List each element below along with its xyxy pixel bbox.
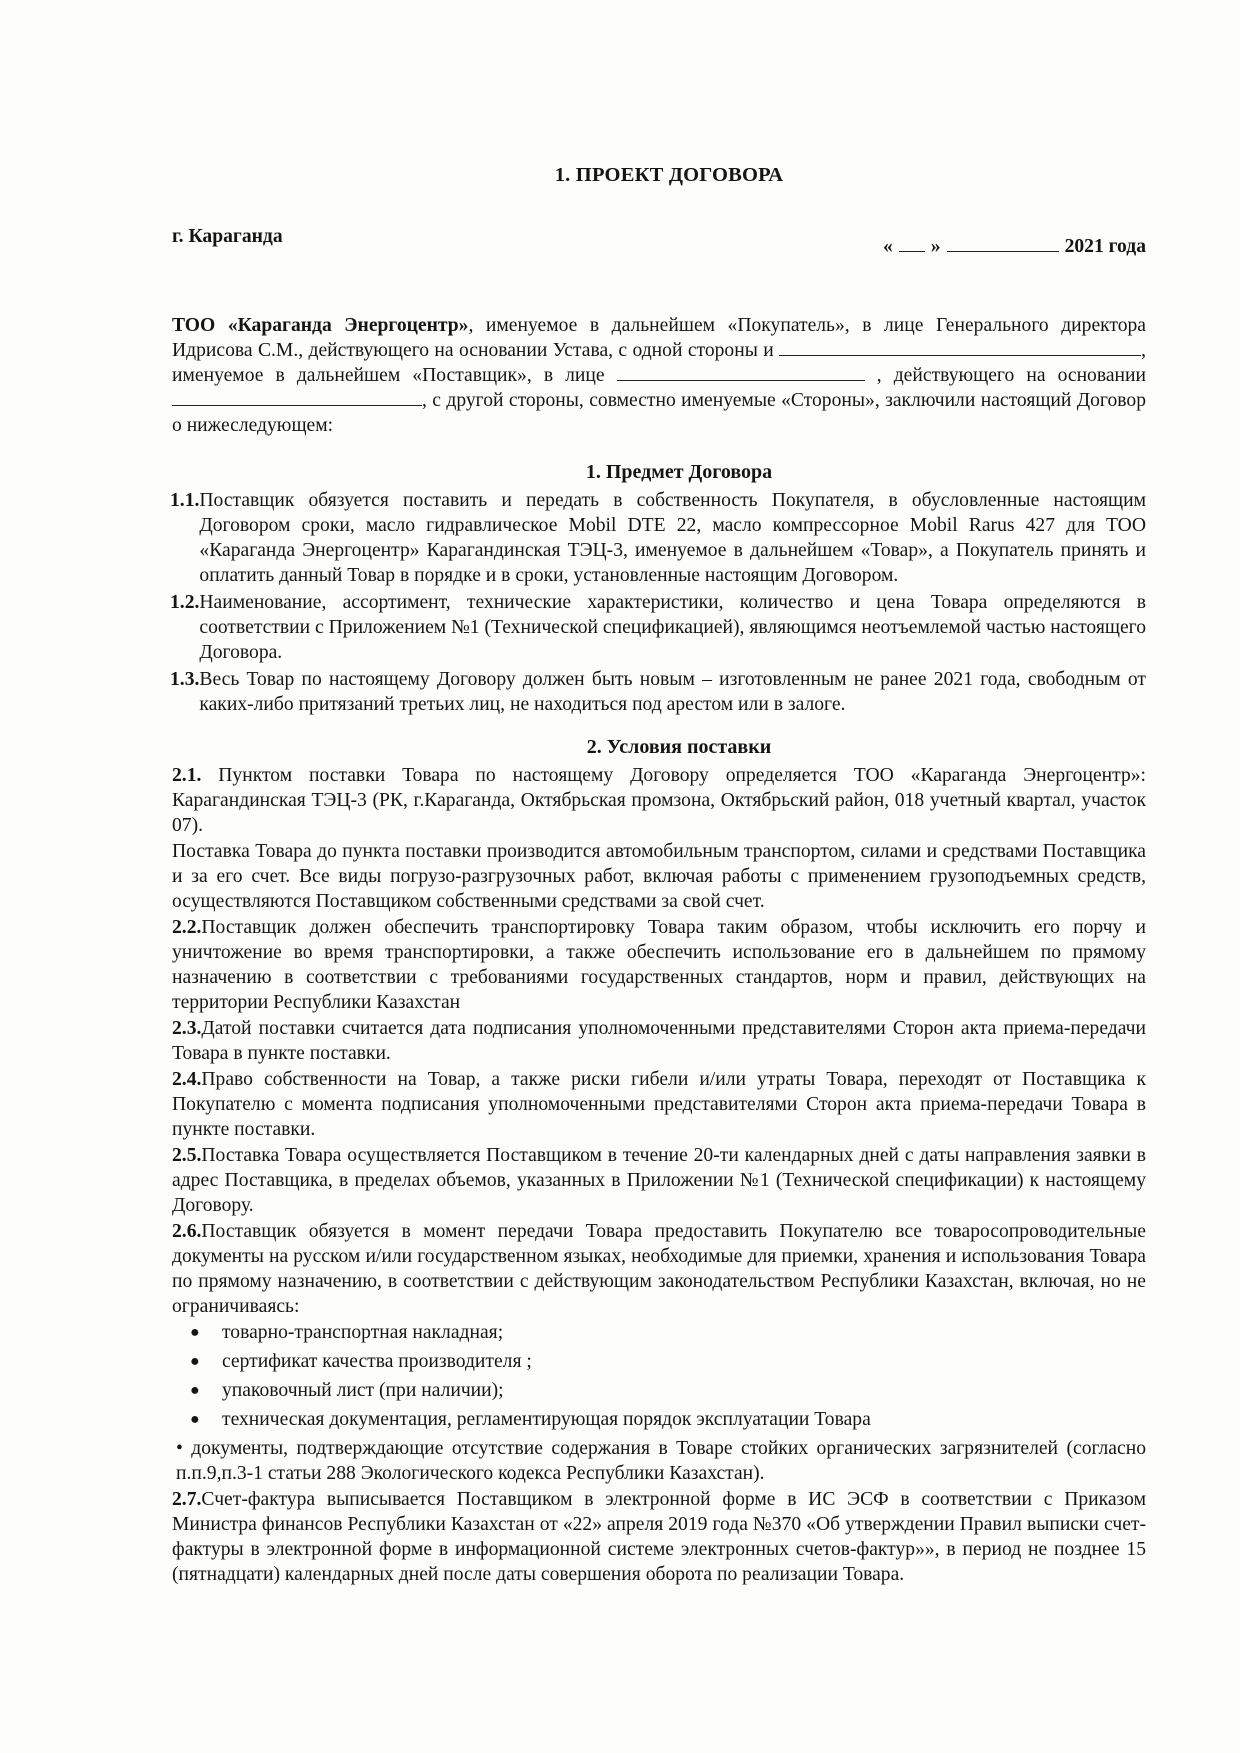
clause-number: 2.3.	[172, 1018, 202, 1039]
pollutants-document-item: • документы, подтверждающие отсутствие содержания в Товаре стойких органических загрязнителей (согласно п.п.9,п.3-1 статьи 288 Экологического кодекса Республики Казахстан).	[176, 1438, 1146, 1484]
clause-2-5	[172, 1143, 1146, 1218]
clause-number: 2.7.	[172, 1489, 202, 1510]
supplier-rep-blank	[617, 365, 865, 381]
clause-2-6	[172, 1219, 1146, 1319]
documents-list	[172, 1320, 1146, 1432]
list-item	[190, 1349, 1146, 1374]
clause-2-1	[172, 763, 1146, 838]
intro-text-1: , именуемое в дальнейшем «Покупатель», в лице Генерального директора Идрисова С.М., действующего на основании Устава, с одной стороны и	[172, 315, 1146, 361]
intro-text-4: , с другой стороны, совместно именуемые «Стороны», заключили настоящий Договор о нижеследующем:	[172, 390, 1146, 436]
section-2-title: 2. Условия поставки	[586, 736, 772, 758]
clause-number: 1.2.	[170, 592, 200, 613]
clause-text: Право собственности на Товар, а также риски гибели и/или утраты Товара, переходят от Поставщика к Покупателю с момента подписания уполномоченными представителями Сторон акта приема-передачи Товара в пункте поставки.	[172, 1069, 1146, 1140]
buyer-company: ТОО «Караганда Энергоцентр»	[172, 315, 469, 336]
section-1	[172, 488, 1146, 717]
list-item-text: техническая документация, регламентирующая порядок эксплуатации Товара	[222, 1409, 871, 1430]
clause-text: Поставщик должен обеспечить транспортировку Товара таким образом, чтобы исключить его порчу и уничтожение во время транспортировки, а также обеспечить использование его в дальнейшем по прямому назначению в соответствии с требованиями государственных стандартов, норм и правил, действующих на территории Республики Казахстан	[172, 917, 1146, 1013]
clause-2-7	[172, 1487, 1146, 1587]
list-item-text: сертификат качества производителя ;	[222, 1351, 532, 1372]
date-open-quote: «	[882, 236, 893, 257]
bullet-icon: ●	[190, 1353, 200, 1370]
supplier-name-blank	[779, 340, 1141, 356]
list-item	[190, 1407, 1146, 1432]
city-date-line	[172, 224, 1146, 259]
bullet-icon: ●	[190, 1324, 200, 1341]
page-title: 1. ПРОЕКТ ДОГОВОРА	[554, 164, 784, 186]
clause-1-3	[172, 667, 1146, 717]
clause-2-1-delivery: Поставка Товара до пункта поставки производится автомобильным транспортом, силами и средствами Поставщика и за его счет. Все виды погрузо-разгрузочных работ, включая работы с применением грузоподъемных средств, осуществляются Поставщиком собственными средствами за свой счет.	[172, 841, 1146, 912]
date-close-quote: »	[930, 236, 941, 257]
clause-text: Пунктом поставки Товара по настоящему Договору определяется ТОО «Караганда Энергоцентр»: Карагандинская ТЭЦ-3 (РК, г.Караганда, Октябрьская промзона, Октябрьский район, 018 учетный квартал, участок 07).	[172, 765, 1146, 836]
clause-text: Поставщик обязуется поставить и передать в собственность Покупателя, в обусловленные настоящим Договором сроки, масло гидравлическое Mobil DTE 22, масло компрессорное Mobil Rarus 427 для ТОО «Караганда Энергоцентр» Карагандинская ТЭЦ-3, именуемое в дальнейшем «Товар», а Покупатель принять и оплатить данный Товар в порядке и в сроки, установленные настоящим Договором.	[199, 490, 1146, 586]
clause-number: 1.1.	[170, 490, 200, 511]
clause-number: 2.2.	[172, 917, 202, 938]
month-blank	[947, 236, 1059, 252]
bullet-icon: ●	[190, 1382, 200, 1399]
day-blank	[899, 236, 925, 252]
clause-1-1	[172, 488, 1146, 588]
list-item-text: упаковочный лист (при наличии);	[222, 1380, 504, 1401]
intro-text-2: , именуемое в дальнейшем «Поставщик», в лице	[172, 340, 1146, 386]
clause-text: Поставщик обязуется в момент передачи Товара предоставить Покупателю все товаросопроводительные документы на русском и/или государственном языках, необходимые для приемки, хранения и использования Товара по прямому назначению, в соответствии с действующим законодательством Республики Казахстан, включая, но не ограничиваясь:	[172, 1221, 1146, 1317]
clause-text: Датой поставки считается дата подписания уполномоченными представителями Сторон акта приема-передачи Товара в пункте поставки.	[172, 1018, 1146, 1064]
clause-number: 2.6.	[172, 1221, 202, 1242]
list-item	[190, 1320, 1146, 1345]
clause-2-4	[172, 1067, 1146, 1142]
clause-number: 2.5.	[172, 1145, 202, 1166]
intro-paragraph	[172, 313, 1146, 438]
clause-text: Поставка Товара осуществляется Поставщиком в течение 20-ти календарных дней с даты направления заявки в адрес Поставщика, в пределах объемов, указанных в Приложении №1 (Технической спецификации) к настоящему Договору.	[172, 1145, 1146, 1216]
clause-text: Весь Товар по настоящему Договору должен быть новым – изготовленным не ранее 2021 года, свободным от каких-либо притязаний третьих лиц, не находиться под арестом или в залоге.	[199, 669, 1146, 715]
clause-2-2	[172, 915, 1146, 1015]
section-2	[172, 763, 1146, 1587]
list-item	[190, 1378, 1146, 1403]
clause-text: Счет-фактура выписывается Поставщиком в электронной форме в ИС ЭСФ в соответствии с Приказом Министра финансов Республики Казахстан от «22» апреля 2019 года №370 «Об утверждении Правил выписки счет-фактуры в электронной форме в информационной системе электронных счетов-фактур»», в период не позднее 15 (пятнадцати) календарных дней после даты совершения оборота по реализации Товара.	[172, 1489, 1146, 1585]
clause-1-2	[172, 590, 1146, 665]
clause-number: 1.3.	[170, 669, 200, 690]
clause-number: 2.1.	[172, 765, 202, 786]
section-1-title: 1. Предмет Договора	[585, 461, 773, 483]
date-year: 2021 года	[1064, 236, 1146, 257]
clause-2-3	[172, 1016, 1146, 1066]
basis-blank	[172, 390, 422, 406]
clause-text: Наименование, ассортимент, технические характеристики, количество и цена Товара определяются в соответствии с Приложением №1 (Технической спецификацией), являющимся неотъемлемой частью настоящего Договора.	[199, 592, 1146, 663]
bullet-icon: ●	[190, 1411, 200, 1428]
city: г. Караганда	[172, 226, 283, 247]
intro-text-3: , действующего на основании	[876, 365, 1147, 386]
contract-date	[883, 234, 1146, 259]
clause-number: 2.4.	[172, 1069, 202, 1090]
list-item-text: товарно-транспортная накладная;	[222, 1322, 504, 1343]
